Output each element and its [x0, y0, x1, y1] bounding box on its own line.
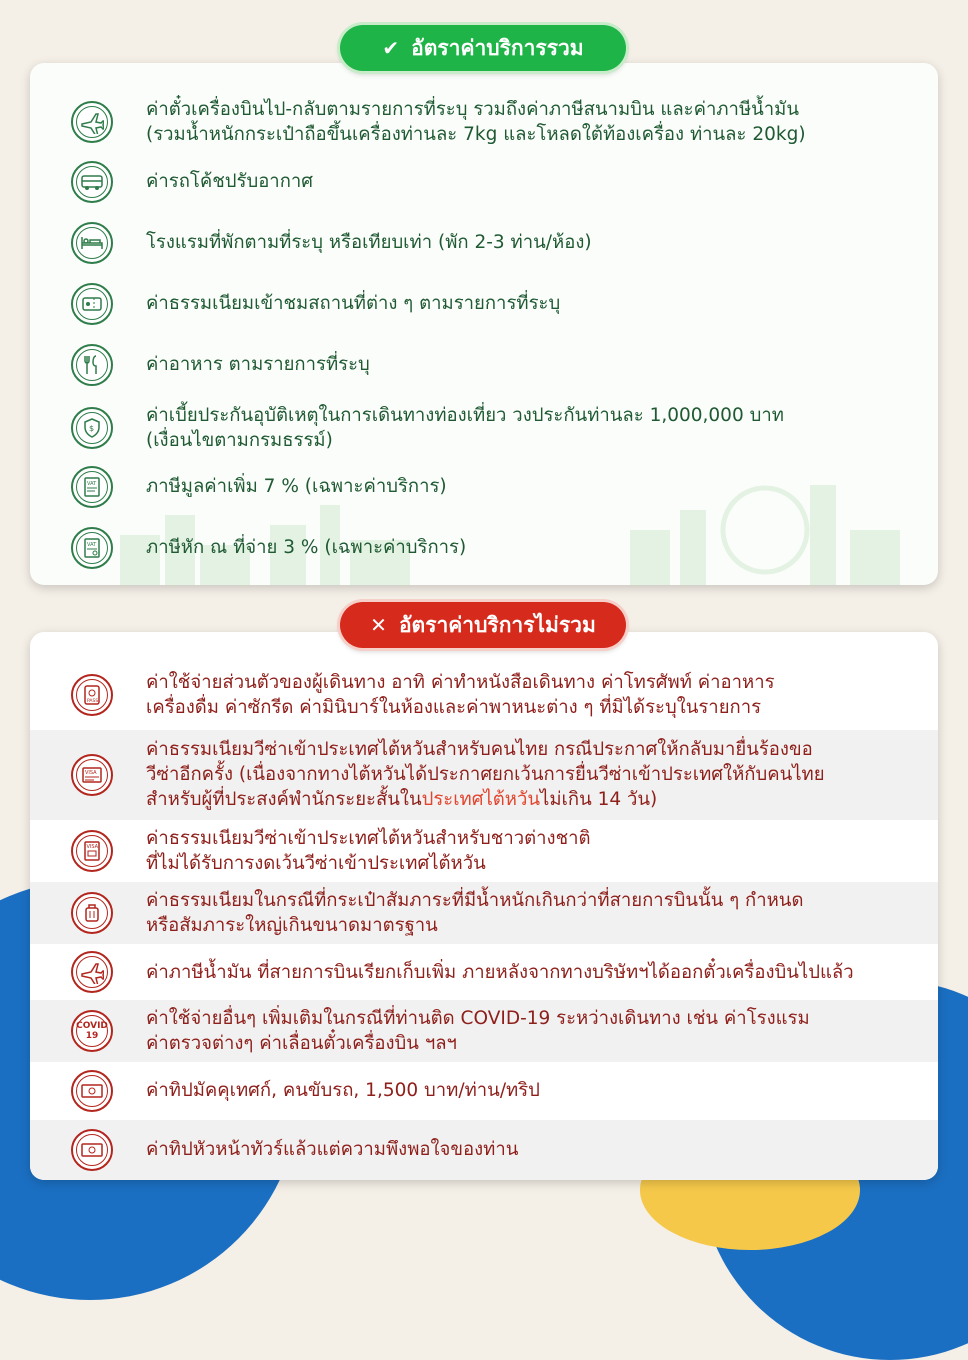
excluded-item [30, 1062, 938, 1120]
item-text: ค่าใช้จ่ายส่วนตัวของผู้เดินทาง อาทิ ค่าทำหนังสือเดินทาง ค่าโทรศัพท์ ค่าอาหาร [146, 672, 775, 693]
visa-icon [71, 754, 113, 796]
item-text: ค่าใช้จ่ายอื่นๆ เพิ่มเติมในกรณีที่ท่านติด COVID-19 ระหว่างเดินทาง เช่น ค่าโรงแรม [146, 1008, 810, 1029]
item-text: ค่าทิปมัคคุเทศก์, คนขับรถ, 1,500 บาท/ท่าน/ทริป [146, 1080, 540, 1101]
covid-icon: COVID 19 [71, 1010, 113, 1052]
item-text: ภาษีหัก ณ ที่จ่าย 3 % (เฉพาะค่าบริการ) [146, 537, 467, 558]
item-text: ค่าธรรมเนียมวีซ่าเข้าประเทศไต้หวันสำหรับคนไทย กรณีประกาศให้กลับมายื่นร้องขอ [146, 739, 813, 760]
item-text: ค่าภาษีน้ำมัน ที่สายการบินเรียกเก็บเพิ่ม ภายหลังจากทางบริษัทฯได้ออกตั๋วเครื่องบินไปแล้ว [146, 962, 854, 983]
excluded-item [30, 662, 938, 728]
vat-document-icon [71, 466, 113, 508]
item-text: วีซ่าอีกครั้ง (เนื่องจากทางไต้หวันได้ประกาศยกเว้นการยื่นวีซ่าเข้าประเทศให้กับคนไทย [146, 764, 825, 785]
airplane-icon [71, 101, 113, 143]
included-item [30, 527, 938, 569]
excluded-item [30, 730, 938, 820]
svg-text:PASS: PASS [87, 699, 99, 704]
check-icon: ✔ [382, 36, 400, 60]
airplane-icon [71, 951, 113, 993]
included-title: อัตราค่าบริการรวม [411, 35, 584, 60]
included-item [30, 344, 938, 386]
money-icon [71, 1129, 113, 1171]
svg-text:VAT: VAT [87, 481, 97, 487]
included-item [30, 283, 938, 325]
item-text: สำหรับผู้ที่ประสงค์พำนักระยะสั้นในประเทศไต้หวันไม่เกิน 14 วัน) [146, 789, 658, 810]
included-item [30, 161, 938, 203]
visa-icon [71, 830, 113, 872]
highlighted-country: ประเทศไต้หวัน [421, 789, 541, 810]
item-text: ค่าเบี้ยประกันอุบัติเหตุในการเดินทางท่องเที่ยว วงประกันท่านละ 1,000,000 บาท [146, 405, 784, 426]
item-text: ที่ไม่ได้รับการงดเว้นวีซ่าเข้าประเทศไต้หวัน [146, 853, 486, 874]
item-text: ค่าทิปหัวหน้าทัวร์แล้วแต่ความพึงพอใจของท่าน [146, 1139, 519, 1160]
included-header-pill [340, 25, 626, 71]
insurance-icon [71, 407, 113, 449]
excluded-item [30, 820, 938, 882]
passport-icon [71, 674, 113, 716]
excluded-item [30, 1000, 938, 1062]
excluded-header-pill [340, 602, 626, 648]
tax-document-icon [71, 527, 113, 569]
excluded-title: อัตราค่าบริการไม่รวม [398, 612, 596, 637]
money-icon [71, 1070, 113, 1112]
dining-icon [71, 344, 113, 386]
excluded-panel [30, 632, 938, 1180]
item-text: ค่ารถโค้ชปรับอากาศ [146, 171, 314, 192]
item-text: หรือสัมภาระใหญ่เกินขนาดมาตรฐาน [146, 915, 438, 936]
included-item [30, 466, 938, 508]
svg-text:VISA: VISA [86, 844, 99, 850]
item-text: ค่าตรวจต่างๆ ค่าเลื่อนตั๋วเครื่องบิน ฯลฯ [146, 1033, 457, 1054]
included-item [30, 93, 938, 151]
item-text: ค่าตั๋วเครื่องบินไป-กลับตามรายการที่ระบุ รวมถึงค่าภาษีสนามบิน และค่าภาษีน้ำมัน [146, 99, 800, 120]
included-item [30, 399, 938, 457]
included-panel [30, 63, 938, 585]
item-text: ค่าธรรมเนียมเข้าชมสถานที่ต่าง ๆ ตามรายการที่ระบุ [146, 293, 561, 314]
luggage-icon [71, 892, 113, 934]
excluded-item [30, 944, 938, 1000]
excluded-item [30, 882, 938, 944]
included-item [30, 222, 938, 264]
item-text: ค่าอาหาร ตามรายการที่ระบุ [146, 354, 370, 375]
bed-icon [71, 222, 113, 264]
svg-text:VISA: VISA [85, 770, 97, 776]
item-text: (เงื่อนไขตามกรมธรรม์) [146, 430, 333, 451]
item-text: ค่าธรรมเนียมในกรณีที่กระเป๋าสัมภาระที่มีน้ำหนักเกินกว่าที่สายการบินนั้น ๆ กำหนด [146, 890, 804, 911]
excluded-item [30, 1120, 938, 1180]
ticket-icon [71, 283, 113, 325]
cross-icon: ✕ [370, 613, 387, 637]
item-text: (รวมน้ำหนักกระเป๋าถือขึ้นเครื่องท่านละ 7kg และโหลดใต้ท้องเครื่อง ท่านละ 20kg) [146, 124, 806, 145]
item-text: เครื่องดื่ม ค่าซักรีด ค่ามินิบาร์ในห้องและค่าพาหนะต่าง ๆ ที่มิได้ระบุในรายการ [146, 697, 762, 718]
bus-icon [71, 161, 113, 203]
item-text: ค่าธรรมเนียมวีซ่าเข้าประเทศไต้หวันสำหรับชาวต่างชาติ [146, 828, 591, 849]
svg-text:VAT: VAT [87, 542, 97, 548]
svg-text:$: $ [89, 424, 95, 433]
item-text: โรงแรมที่พักตามที่ระบุ หรือเทียบเท่า (พัก 2-3 ท่าน/ห้อง) [146, 232, 592, 253]
item-text: ภาษีมูลค่าเพิ่ม 7 % (เฉพาะค่าบริการ) [146, 476, 447, 497]
